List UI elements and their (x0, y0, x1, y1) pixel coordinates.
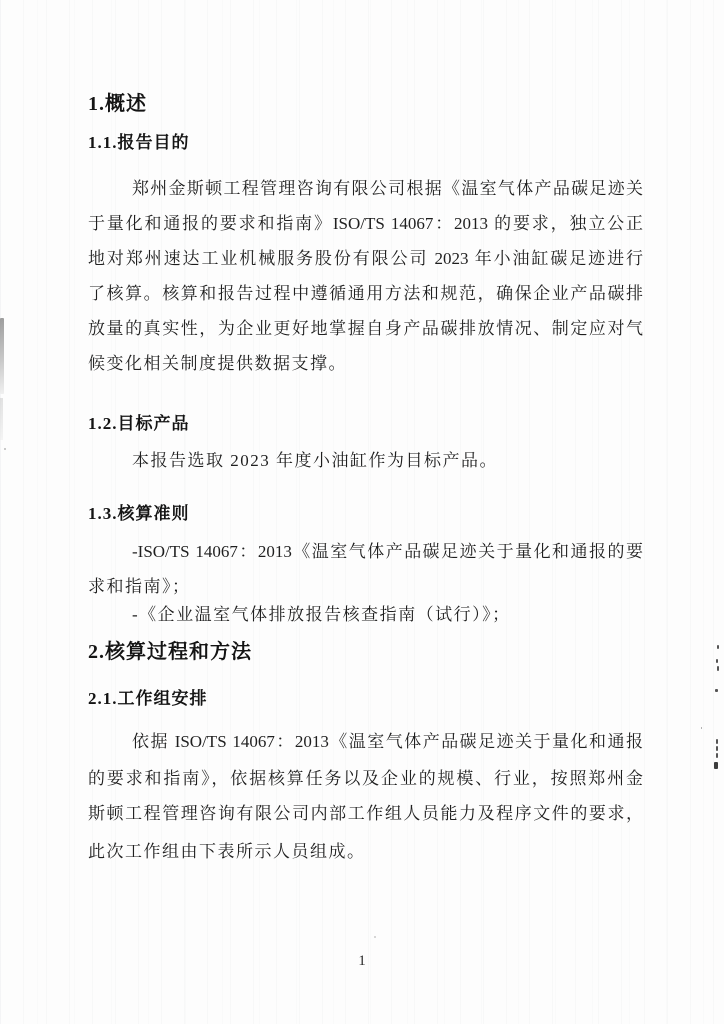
heading-1-3-accounting-criteria: 1.3.核算准则 (88, 504, 190, 523)
scan-speck (714, 762, 718, 769)
scan-speck (716, 739, 718, 744)
scan-speck (716, 746, 718, 751)
criteria-item-line: -《企业温室气体排放报告核查指南（试行）》； (132, 605, 511, 624)
heading-2-1-workgroup: 2.1.工作组安排 (88, 689, 208, 708)
scan-edge-shadow (0, 318, 4, 394)
heading-1-1-report-purpose: 1.1.报告目的 (88, 133, 190, 152)
paragraph-line: 此次工作组由下表所示人员组成。 (88, 842, 366, 861)
paragraph-line: 候变化相关制度提供数据支撑。 (88, 354, 347, 373)
scan-speck (374, 936, 376, 938)
paragraph-line: 郑州金斯顿工程管理咨询有限公司根据《温室气体产品碳足迹关 (132, 179, 643, 198)
heading-1-overview: 1.概述 (88, 93, 147, 115)
scan-speck (717, 666, 719, 671)
scan-speck (701, 727, 702, 729)
scan-speck (4, 448, 6, 450)
paragraph-line: 于量化和通报的要求和指南》ISO/TS 14067：2013 的要求，独立公正 (88, 214, 643, 233)
criteria-item-line: 求和指南》； (88, 577, 191, 596)
criteria-item-line: -ISO/TS 14067：2013《温室气体产品碳足迹关于量化和通报的要 (132, 542, 643, 561)
document-body (88, 0, 643, 1024)
scan-speck (717, 645, 719, 649)
scan-edge-shadow (0, 398, 3, 440)
paragraph-line: 了核算。核算和报告过程中遵循通用方法和规范，确保企业产品碳排 (88, 284, 643, 303)
paragraph-line: 地对郑州速达工业机械服务股份有限公司 2023 年小油缸碳足迹进行 (88, 249, 643, 268)
scan-speck (716, 659, 718, 663)
paragraph-line: 依据 ISO/TS 14067：2013《温室气体产品碳足迹关于量化和通报 (132, 732, 643, 751)
scan-speck (715, 689, 718, 692)
page-number: 1 (358, 953, 366, 969)
heading-2-process-method: 2.核算过程和方法 (88, 641, 252, 663)
heading-1-2-target-product: 1.2.目标产品 (88, 414, 190, 433)
paragraph-line: 放量的真实性，为企业更好地掌握自身产品碳排放情况、制定应对气 (88, 319, 643, 338)
paragraph-line: 的要求和指南》，依据核算任务以及企业的规模、行业，按照郑州金 (88, 769, 643, 788)
scan-speck (716, 753, 718, 758)
paragraph-line: 本报告选取 2023 年度小油缸作为目标产品。 (132, 451, 498, 470)
paragraph-line: 斯顿工程管理咨询有限公司内部工作组人员能力及程序文件的要求， (88, 804, 643, 823)
